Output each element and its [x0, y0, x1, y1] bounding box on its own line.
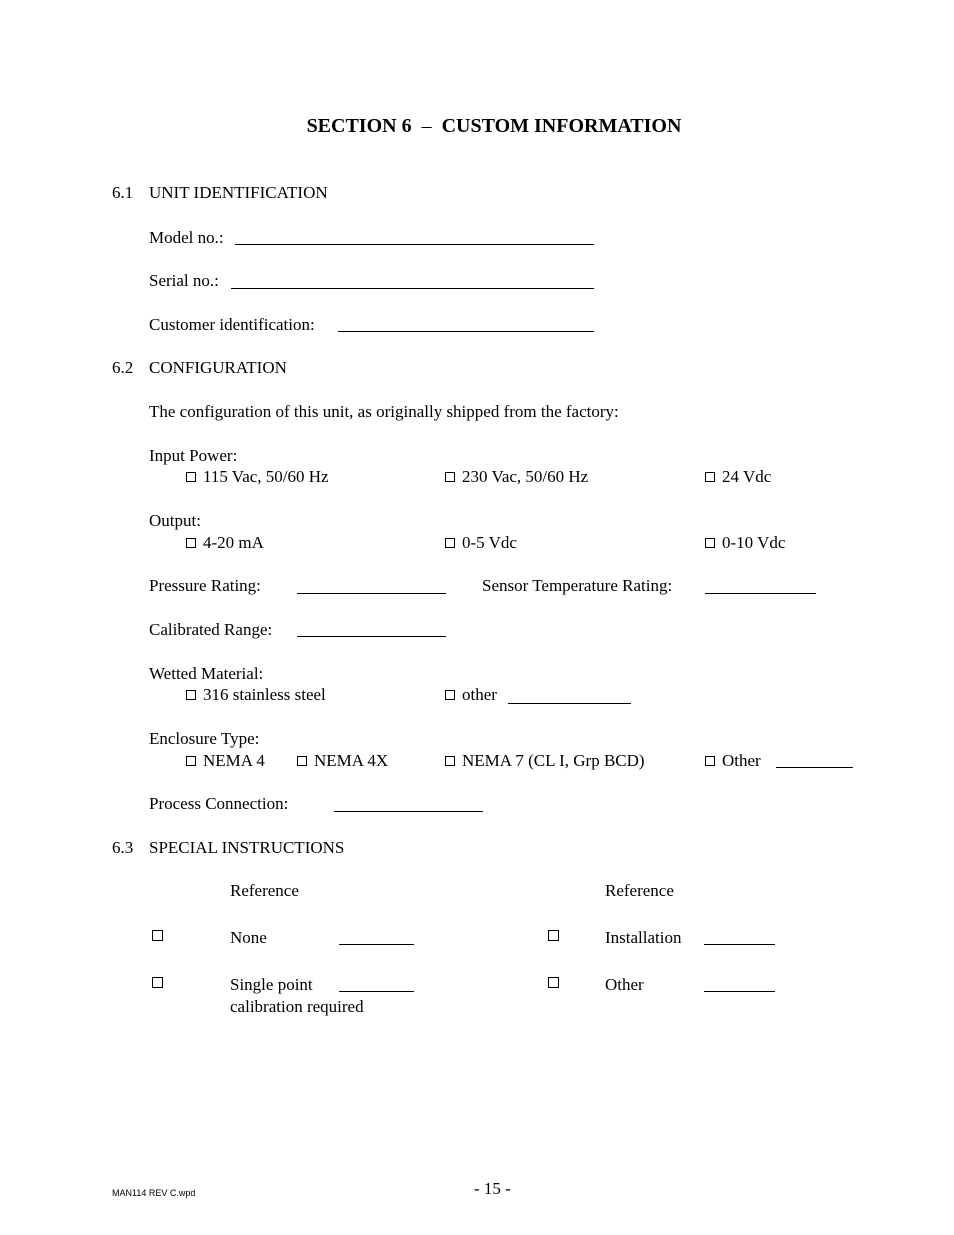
section-6-3-number: 6.3 [112, 838, 134, 857]
checkbox[interactable] [445, 756, 455, 766]
option-label: 316 stainless steel [203, 685, 326, 704]
section-6-2-number: 6.2 [112, 358, 134, 377]
option-label: 0-5 Vdc [462, 533, 517, 552]
output-option-0-10vdc[interactable] [705, 533, 785, 553]
option-label: other [462, 685, 497, 704]
output-option-0-5vdc[interactable] [445, 533, 517, 553]
installation-checkbox[interactable] [548, 930, 559, 941]
serial-label: Serial no.: [149, 271, 219, 290]
checkbox[interactable] [445, 538, 455, 548]
option-label: 4-20 mA [203, 533, 264, 552]
checkbox[interactable] [445, 690, 455, 700]
wetted-option-other[interactable] [445, 685, 497, 705]
option-label: NEMA 4X [314, 751, 389, 770]
enclosure-option-nema4[interactable] [186, 751, 265, 771]
input-power-option-230vac[interactable] [445, 467, 588, 487]
checkbox[interactable] [297, 756, 307, 766]
section-6-2-heading: CONFIGURATION [149, 358, 287, 377]
page-number: - 15 - [474, 1179, 511, 1198]
other-reference-field[interactable] [704, 991, 775, 992]
section-6-1-number: 6.1 [112, 183, 134, 202]
none-checkbox[interactable] [152, 930, 163, 941]
title-dash: – [421, 115, 432, 137]
customer-id-label: Customer identification: [149, 315, 315, 334]
document-id: MAN114 REV C.wpd [112, 1188, 196, 1198]
input-power-option-24vdc[interactable] [705, 467, 771, 487]
single-point-label-line2: calibration required [230, 997, 364, 1016]
option-label: 115 Vac, 50/60 Hz [203, 467, 329, 486]
other-label: Other [605, 975, 644, 994]
pressure-rating-label: Pressure Rating: [149, 576, 261, 595]
none-reference-field[interactable] [339, 944, 414, 945]
section-title-left: SECTION 6 [306, 115, 412, 137]
section-title-right: CUSTOM INFORMATION [441, 115, 682, 137]
calibrated-range-field[interactable] [297, 636, 446, 637]
installation-label: Installation [605, 928, 682, 947]
input-power-option-115vac[interactable] [186, 467, 329, 487]
wetted-material-label: Wetted Material: [149, 664, 264, 683]
checkbox[interactable] [186, 690, 196, 700]
pressure-rating-field[interactable] [297, 593, 446, 594]
serial-field[interactable] [231, 288, 594, 289]
enclosure-option-nema4x[interactable] [297, 751, 388, 771]
reference-header-left: Reference [230, 881, 299, 900]
checkbox[interactable] [705, 756, 715, 766]
reference-header-right: Reference [605, 881, 674, 900]
checkbox[interactable] [705, 538, 715, 548]
option-label: 0-10 Vdc [722, 533, 786, 552]
checkbox[interactable] [705, 472, 715, 482]
checkbox[interactable] [186, 472, 196, 482]
none-label: None [230, 928, 267, 947]
section-title [0, 114, 954, 138]
enclosure-option-nema7[interactable] [445, 751, 645, 771]
customer-id-field[interactable] [338, 331, 594, 332]
section-6-1-heading: UNIT IDENTIFICATION [149, 183, 328, 202]
output-option-4-20ma[interactable] [186, 533, 264, 553]
checkbox[interactable] [186, 538, 196, 548]
sensor-temp-field[interactable] [705, 593, 816, 594]
installation-reference-field[interactable] [704, 944, 775, 945]
enclosure-other-field[interactable] [776, 767, 853, 768]
configuration-intro: The configuration of this unit, as originally shipped from the factory: [149, 402, 619, 421]
input-power-label: Input Power: [149, 446, 238, 465]
option-label: 24 Vdc [722, 467, 772, 486]
option-label: NEMA 4 [203, 751, 265, 770]
sensor-temp-label: Sensor Temperature Rating: [482, 576, 673, 595]
checkbox[interactable] [445, 472, 455, 482]
single-point-reference-field[interactable] [339, 991, 414, 992]
model-field[interactable] [235, 244, 594, 245]
section-6-3-heading: SPECIAL INSTRUCTIONS [149, 838, 345, 857]
process-connection-label: Process Connection: [149, 794, 289, 813]
output-label: Output: [149, 511, 201, 530]
enclosure-type-label: Enclosure Type: [149, 729, 260, 748]
enclosure-option-other[interactable] [705, 751, 761, 771]
wetted-option-316ss[interactable] [186, 685, 326, 705]
model-label: Model no.: [149, 228, 224, 247]
process-connection-field[interactable] [334, 811, 483, 812]
other-checkbox[interactable] [548, 977, 559, 988]
calibrated-range-label: Calibrated Range: [149, 620, 273, 639]
option-label: NEMA 7 (CL I, Grp BCD) [462, 751, 645, 770]
wetted-other-field[interactable] [508, 703, 631, 704]
option-label: 230 Vac, 50/60 Hz [462, 467, 589, 486]
single-point-label-line1: Single point [230, 975, 313, 994]
single-point-checkbox[interactable] [152, 977, 163, 988]
option-label: Other [722, 751, 761, 770]
checkbox[interactable] [186, 756, 196, 766]
